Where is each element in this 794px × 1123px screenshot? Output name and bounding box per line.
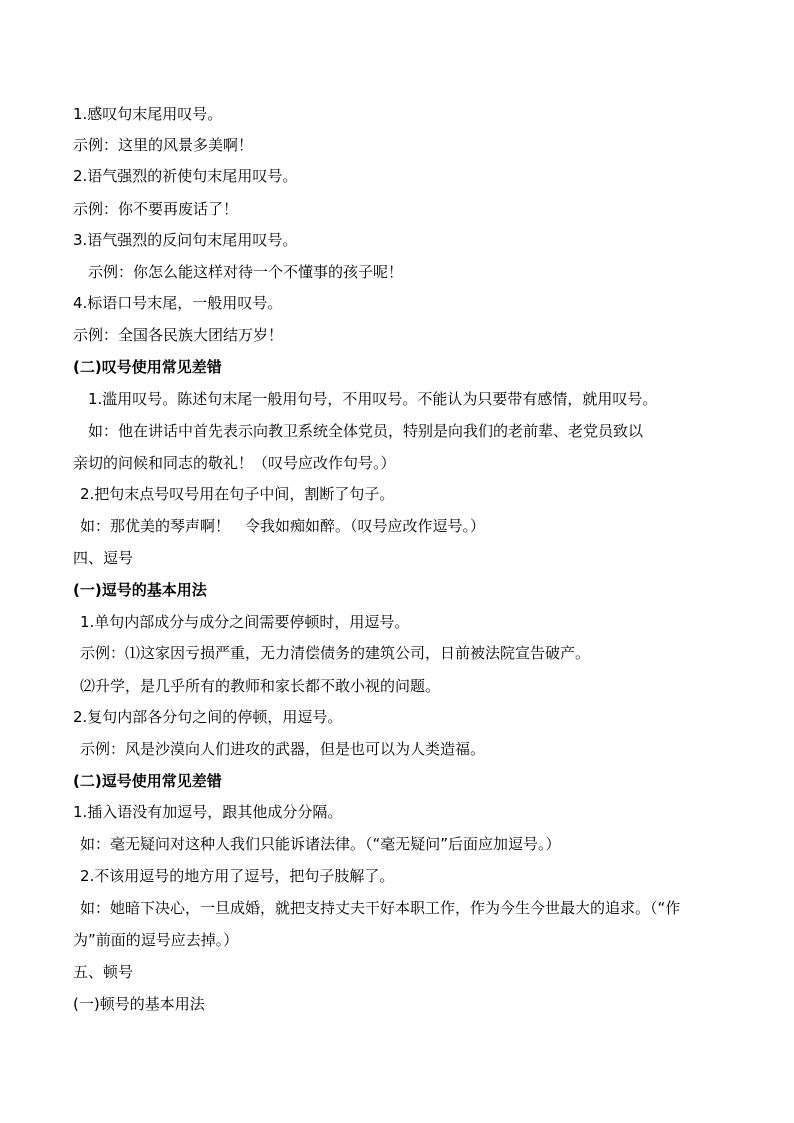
text-line: 1.单句内部成分与成分之间需要停顿时，用逗号。 — [80, 613, 410, 631]
text-line: 示例：你怎么能这样对待一个不懂事的孩子呢！ — [88, 263, 404, 281]
section-heading: (一)顿号的基本用法 — [73, 995, 205, 1013]
section-heading: 四、逗号 — [73, 549, 134, 567]
text-line: 3.语气强烈的反问句末尾用叹号。 — [73, 231, 298, 249]
text-line: 示例：全国各民族大团结万岁！ — [73, 326, 284, 344]
text-line: 示例：风是沙漠向人们进攻的武器，但是也可以为人类造福。 — [80, 740, 486, 758]
text-line: 2.复句内部各分句之间的停顿，用逗号。 — [73, 708, 343, 726]
text-line: 如：毫无疑问对这种人我们只能诉诸法律。（“毫无疑问”后面应加逗号。） — [80, 835, 561, 853]
text-line: 1.感叹句末尾用叹号。 — [73, 105, 223, 123]
text-line: 2.语气强烈的祈使句末尾用叹号。 — [73, 167, 298, 185]
text-line: 示例：⑴这家因亏损严重，无力清偿债务的建筑公司，日前被法院宣告破产。 — [80, 644, 591, 662]
section-heading: (一)逗号的基本用法 — [73, 581, 207, 599]
text-line: 2.把句末点号叹号用在句子中间，割断了句子。 — [80, 485, 395, 503]
text-line: 2.不该用逗号的地方用了逗号，把句子肢解了。 — [80, 867, 395, 885]
text-line: 亲切的问候和同志的敬礼！（叹号应改作句号。） — [73, 454, 396, 472]
text-line: 示例：你不要再废话了！ — [73, 200, 239, 218]
text-line: 1.插入语没有加逗号，跟其他成分分隔。 — [73, 803, 343, 821]
section-heading: (二)逗号使用常见差错 — [73, 772, 222, 790]
text-line: 4.标语口号末尾，一般用叹号。 — [73, 294, 283, 312]
text-line: 1.滥用叹号。陈述句末尾一般用句号，不用叹号。不能认为只要带有感情，就用叹号。 — [88, 390, 658, 408]
text-line: 为”前面的逗号应去掉。） — [73, 931, 239, 949]
text-line: 如：那优美的琴声啊！ 令我如痴如醉。（叹号应改作逗号。） — [80, 517, 486, 535]
text-line: 如：他在讲话中首先表示向教卫系统全体党员，特别是向我们的老前辈、老党员致以 — [88, 422, 644, 440]
text-line: 如：她暗下决心，一旦成婚，就把支持丈夫干好本职工作，作为今生今世最大的追求。（“作 — [80, 899, 681, 917]
text-line: 示例：这里的风景多美啊！ — [73, 136, 254, 154]
text-line: ⑵升学，是几乎所有的教师和家长都不敢小视的问题。 — [80, 677, 441, 695]
section-heading: 五、顿号 — [73, 963, 134, 981]
section-heading: (二)叹号使用常见差错 — [73, 358, 222, 376]
